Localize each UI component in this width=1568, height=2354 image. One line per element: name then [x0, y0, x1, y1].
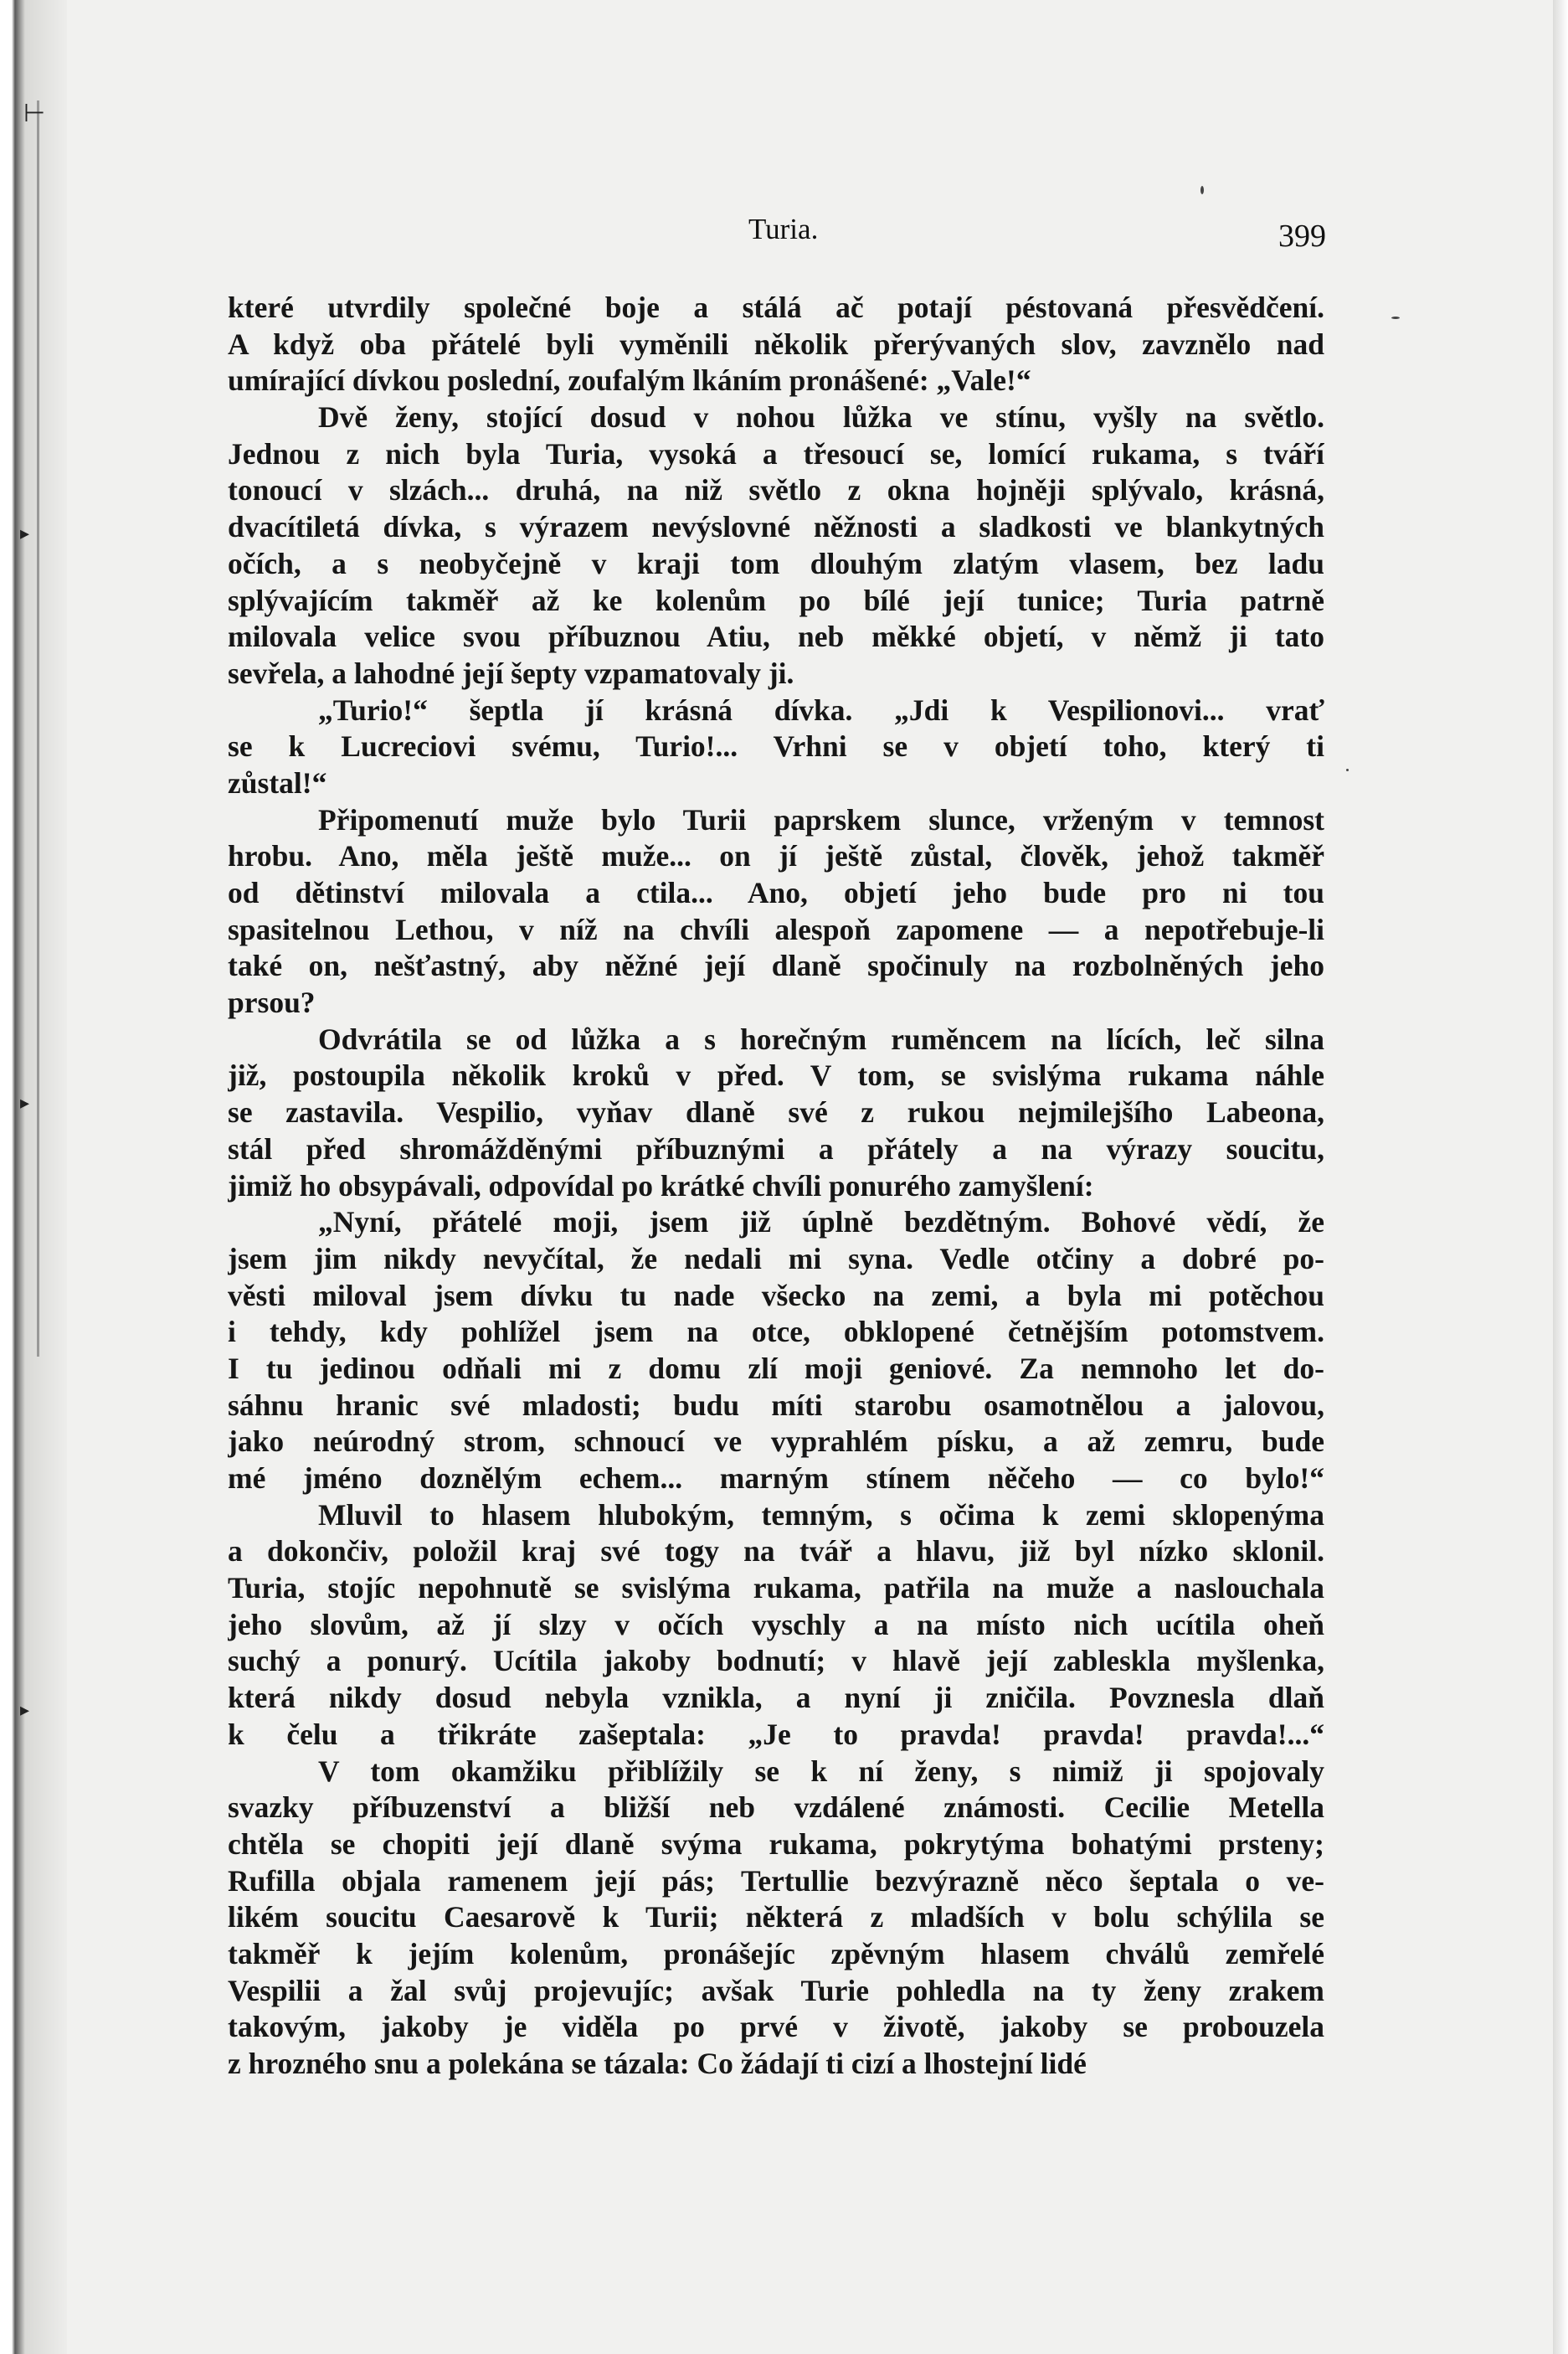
- text-line: Rufilla objala ramenem její pás; Tertullie bezvýrazně něco šeptala o ve-: [228, 1863, 1324, 1898]
- text-line: mé jméno doznělým echem... marným stínem něčeho — co bylo!“: [228, 1461, 1324, 1495]
- text-line: jsem jim nikdy nevyčítal, že nedali mi syna. Vedle otčiny a dobré po-: [228, 1241, 1324, 1275]
- text-line: V tom okamžiku přiblížily se k ní ženy, s nimiž ji spojovaly: [318, 1754, 1324, 1788]
- body-text: [228, 290, 1324, 2083]
- text-line: jako neúrodný strom, schnoucí ve vyprahlém písku, a až zemru, bude: [228, 1424, 1324, 1459]
- text-line: od dětinství milovala a ctila... Ano, objetí jeho bude pro ni tou: [228, 876, 1324, 909]
- text-line: Odvrátila se od lůžka a s horečným ruměncem na lících, leč silna: [318, 1022, 1324, 1056]
- text-line: se zastavila. Vespilio, vyňav dlaně své z rukou nejmilejšího Labeona,: [228, 1095, 1324, 1130]
- text-line: sáhnu hranic své mladosti; budu míti starobu osamotnělou a jalovou,: [228, 1388, 1324, 1422]
- text-line: Mluvil to hlasem hlubokým, temným, s očima k zemi sklopenýma: [318, 1497, 1324, 1532]
- text-line: „Turio!“ šeptla jí krásná dívka. „Jdi k Vespilionovi... vrať: [318, 693, 1324, 727]
- text-line: také on, nešťastný, aby něžné její dlaně spočinuly na rozbolněných jeho: [228, 949, 1324, 983]
- scan-speck: [1200, 186, 1204, 194]
- scan-speck: [1346, 769, 1349, 771]
- text-line: umírající dívkou poslední, zoufalým lkáním pronášené: „Vale!“: [228, 363, 1031, 398]
- text-line: A když oba přátelé byli vyměnili několik přerývaných slov, zavznělo nad: [228, 327, 1324, 361]
- text-line: hrobu. Ano, měla ještě muže... on jí ještě zůstal, člověk, jehož takměř: [228, 839, 1324, 873]
- gutter-mark-bullet: ▸: [20, 523, 30, 544]
- text-line: věsti miloval jsem dívku tu nade všecko na zemi, a byla mi potěchou: [228, 1278, 1324, 1312]
- text-line: sevřela, a lahodné její šepty vzpamatovaly ji.: [228, 656, 794, 690]
- text-line: suchý a ponurý. Ucítila jakoby bodnutí; v hlavě její zableskla myšlenka,: [228, 1644, 1324, 1678]
- page-edge: [1553, 0, 1568, 2354]
- text-line: která nikdy dosud nebyla vznikla, a nyní ji zničila. Povznesla dlaň: [228, 1681, 1324, 1715]
- text-line: i tehdy, kdy pohlížel jsem na otce, obklopené četnějším potomstvem.: [228, 1315, 1324, 1349]
- text-line: Připomenutí muže bylo Turii paprskem slunce, vrženým v temnost: [318, 802, 1324, 837]
- text-line: jimiž ho obsypávali, odpovídal po krátké chvíli ponurého zamyšlení:: [228, 1168, 1094, 1203]
- gutter-mark-bullet: ▸: [20, 1700, 30, 1721]
- text-line: jeho slovům, až jí slzy v očích vyschly a na místo nich ucítila oheň: [228, 1607, 1324, 1641]
- scan-speck: [1391, 317, 1400, 319]
- text-line: stál před shromážděnými příbuznými a přátely a na výrazy soucitu,: [228, 1131, 1324, 1166]
- gutter-mark-arrow: ⊢: [23, 99, 46, 128]
- text-line: k čelu a třikráte zašeptala: „Je to pravda! pravda! pravda!...“: [228, 1717, 1324, 1751]
- text-line: spasitelnou Lethou, v níž na chvíli alespoň zapomene — a nepotřebuje-li: [228, 912, 1324, 946]
- text-line: prsou?: [228, 986, 316, 1020]
- text-line: které utvrdily společné boje a stálá ač potají péstovaná přesvědčení.: [228, 291, 1324, 324]
- text-line: takovým, jakoby je viděla po prvé v životě, jakoby se probouzela: [228, 2010, 1324, 2044]
- gutter-mark-bullet: ▸: [20, 1093, 30, 1114]
- book-page: [228, 0, 1324, 2354]
- text-line: Turia, stojíc nepohnutě se svislýma rukama, patřila na muže a naslouchala: [228, 1571, 1324, 1605]
- text-line: tonoucí v slzách... druhá, na niž světlo z okna hojněji splývalo, krásná,: [228, 473, 1324, 507]
- text-line: Jednou z nich byla Turia, vysoká a třesoucí se, lomící rukama, s tváří: [228, 436, 1324, 471]
- text-line: zůstal!“: [228, 765, 327, 800]
- text-line: očích, a s neobyčejně v kraji tom dlouhým zlatým vlasem, bez ladu: [228, 546, 1324, 580]
- text-line: z hrozného snu a polekána se tázala: Co žádají ti cizí a lhostejní lidé: [228, 2047, 1087, 2080]
- running-title: Turia.: [748, 213, 819, 245]
- running-head: [228, 213, 1324, 255]
- text-line: Dvě ženy, stojící dosud v nohou lůžka ve stínu, vyšly na světlo.: [318, 400, 1324, 435]
- binding-shadow-line: [37, 100, 39, 1357]
- text-line: likém soucitu Caesarově k Turii; některá z mladších v bolu schýlila se: [228, 1900, 1324, 1934]
- text-line: milovala velice svou příbuznou Atiu, neb měkké objetí, v němž ji tato: [228, 620, 1324, 654]
- text-line: a dokončiv, položil kraj své togy na tvář a hlavu, již byl nízko sklonil.: [228, 1534, 1324, 1568]
- text-line: chtěla se chopiti její dlaně svýma rukama, pokrytýma bohatými prsteny;: [228, 1826, 1324, 1861]
- book-binding-gutter: [0, 0, 67, 2354]
- text-line: svazky příbuzenství a bližší neb vzdálené známosti. Cecilie Metella: [228, 1790, 1324, 1825]
- page-number: 399: [1278, 219, 1326, 254]
- text-line: Vespilii a žal svůj projevujíc; avšak Turie pohledla na ty ženy zrakem: [228, 1973, 1324, 2007]
- text-line: „Nyní, přátelé moji, jsem již úplně bezdětným. Bohové vědí, že: [318, 1205, 1324, 1239]
- text-line: takměř k jejím kolenům, pronášejíc zpěvným hlasem chválů zemřelé: [228, 1936, 1324, 1970]
- text-line: se k Lucreciovi svému, Turio!... Vrhni se v objetí toho, který ti: [228, 729, 1324, 764]
- text-line: již, postoupila několik kroků v před. V tom, se svislýma rukama náhle: [228, 1059, 1324, 1093]
- text-line: splývajícím takměř až ke kolenům po bílé její tunice; Turia patrně: [228, 583, 1324, 617]
- text-line: dvacítiletá dívka, s výrazem nevýslovné něžnosti a sladkosti ve blankytných: [228, 510, 1324, 544]
- text-line: I tu jedinou odňali mi z domu zlí moji geniové. Za nemnoho let do-: [228, 1351, 1324, 1385]
